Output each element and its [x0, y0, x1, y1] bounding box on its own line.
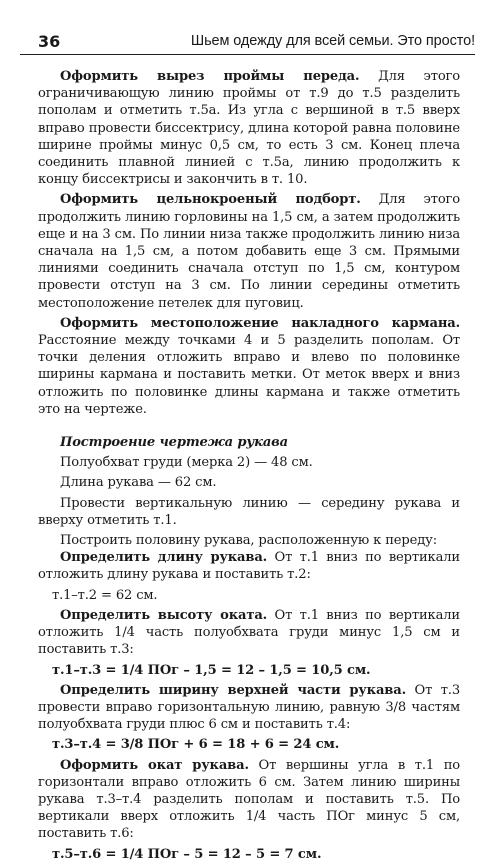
paragraph-lead: Оформить цельнокроеный подборт.	[60, 192, 361, 208]
step-formula	[38, 662, 460, 679]
measurement-line: Полуобхват груди (мерка 2) — 48 см.	[60, 455, 313, 471]
paragraph-lead: Оформить вырез проймы переда.	[60, 69, 360, 84]
paragraph-text: Для этого продолжить линию горловины на 1,5 см, а затем продолжить еще и на 3 см. По линии низа также продолжить линию низа сначала на 1,5 см, а потом добавить еще 3 см. Прямыми линиями соединить сначала отступ по 1,5 см, контуром провести отступ на 3 см. По линии середины отметить местоположение петелек для пуговиц.	[38, 192, 460, 311]
paragraph-facing	[38, 191, 460, 311]
step-upper-width	[38, 682, 460, 734]
paragraph-text: Для этого ограничивающую линию проймы от т.9 до т.5 разделить пополам и отметить т.5а. Из угла с вершиной в т.5 вверх вправо провести биссектрису, длина которой равна половине ширине проймы минус 0,5 см, то есть 3 см. Конец плеча соединить плавной линией с т.5а, линию продолжить к концу биссектрисы и закончить в т. 10.	[38, 69, 460, 188]
step-lead: Определить ширину верхней части рукава.	[60, 682, 406, 698]
paragraph-armhole	[38, 68, 460, 188]
page-number: 36	[38, 32, 61, 51]
step-formula	[38, 846, 460, 863]
paragraph-text: Расстояние между точками 4 и 5 разделить пополам. От точки деления отложить вправо и влево по половинке ширины кармана и поставить метки. От меток вверх и вниз отложить по половинке длины кармана и также отметить это на чертеже.	[38, 333, 460, 417]
paragraph-pocket	[38, 315, 460, 418]
page-header	[20, 30, 475, 55]
section-title-text: Построение чертежа рукава	[60, 435, 288, 451]
step-sleeve-length	[38, 549, 460, 583]
measurement-line: Длина рукава — 62 см.	[60, 475, 217, 491]
step-formula	[38, 736, 460, 753]
step-formula: т.1–т.2 = 62 см.	[52, 587, 158, 603]
step-formula-text: т.1–т.3 = 1/4 ПОг – 1,5 = 12 – 1,5 = 10,5 см.	[52, 662, 371, 678]
step-formula-text: т.5–т.6 = 1/4 ПОг – 5 = 12 – 5 = 7 см.	[52, 846, 322, 862]
section-title	[38, 434, 460, 451]
body-text	[38, 68, 460, 863]
step-text: От т.1 вниз по вертикали отложить длину рукава и поставить т.2:	[38, 550, 460, 583]
step-lead: Определить длину рукава.	[60, 550, 268, 566]
paragraph-intro: Провести вертикальную линию — середину рукава и вверху отметить т.1.	[38, 495, 460, 528]
step-formula-text: т.3–т.4 = 3/8 ПОг + 6 = 18 + 6 = 24 см.	[52, 737, 340, 753]
step-text: От т.1 вниз по вертикали отложить 1/4 часть полуобхвата груди минус 1,5 см и поставить т.3:	[38, 607, 460, 658]
step-lead: Оформить окат рукава.	[60, 757, 249, 773]
running-head: Шьем одежду для всей семьи. Это просто!	[190, 33, 475, 49]
step-lead: Определить высоту оката.	[60, 607, 268, 623]
step-cap-height	[38, 607, 460, 659]
paragraph-lead: Оформить местоположение накладного кармана.	[60, 315, 460, 331]
paragraph-half: Построить половину рукава, расположенную к переду:	[60, 533, 437, 549]
step-text: От т.3 провести вправо горизонтальную линию, равную 3/8 частям полуобхвата груди плюс 6 см и поставить т.4:	[38, 682, 460, 733]
step-text: От вершины угла в т.1 по горизонтали вправо отложить 6 см. Затем линию ширины рукава т.3–т.4 разделить пополам и поставить т.5. По вертикали вверх отложить 1/4 часть ПОг минус 5 см, поставить т.6:	[38, 757, 460, 842]
